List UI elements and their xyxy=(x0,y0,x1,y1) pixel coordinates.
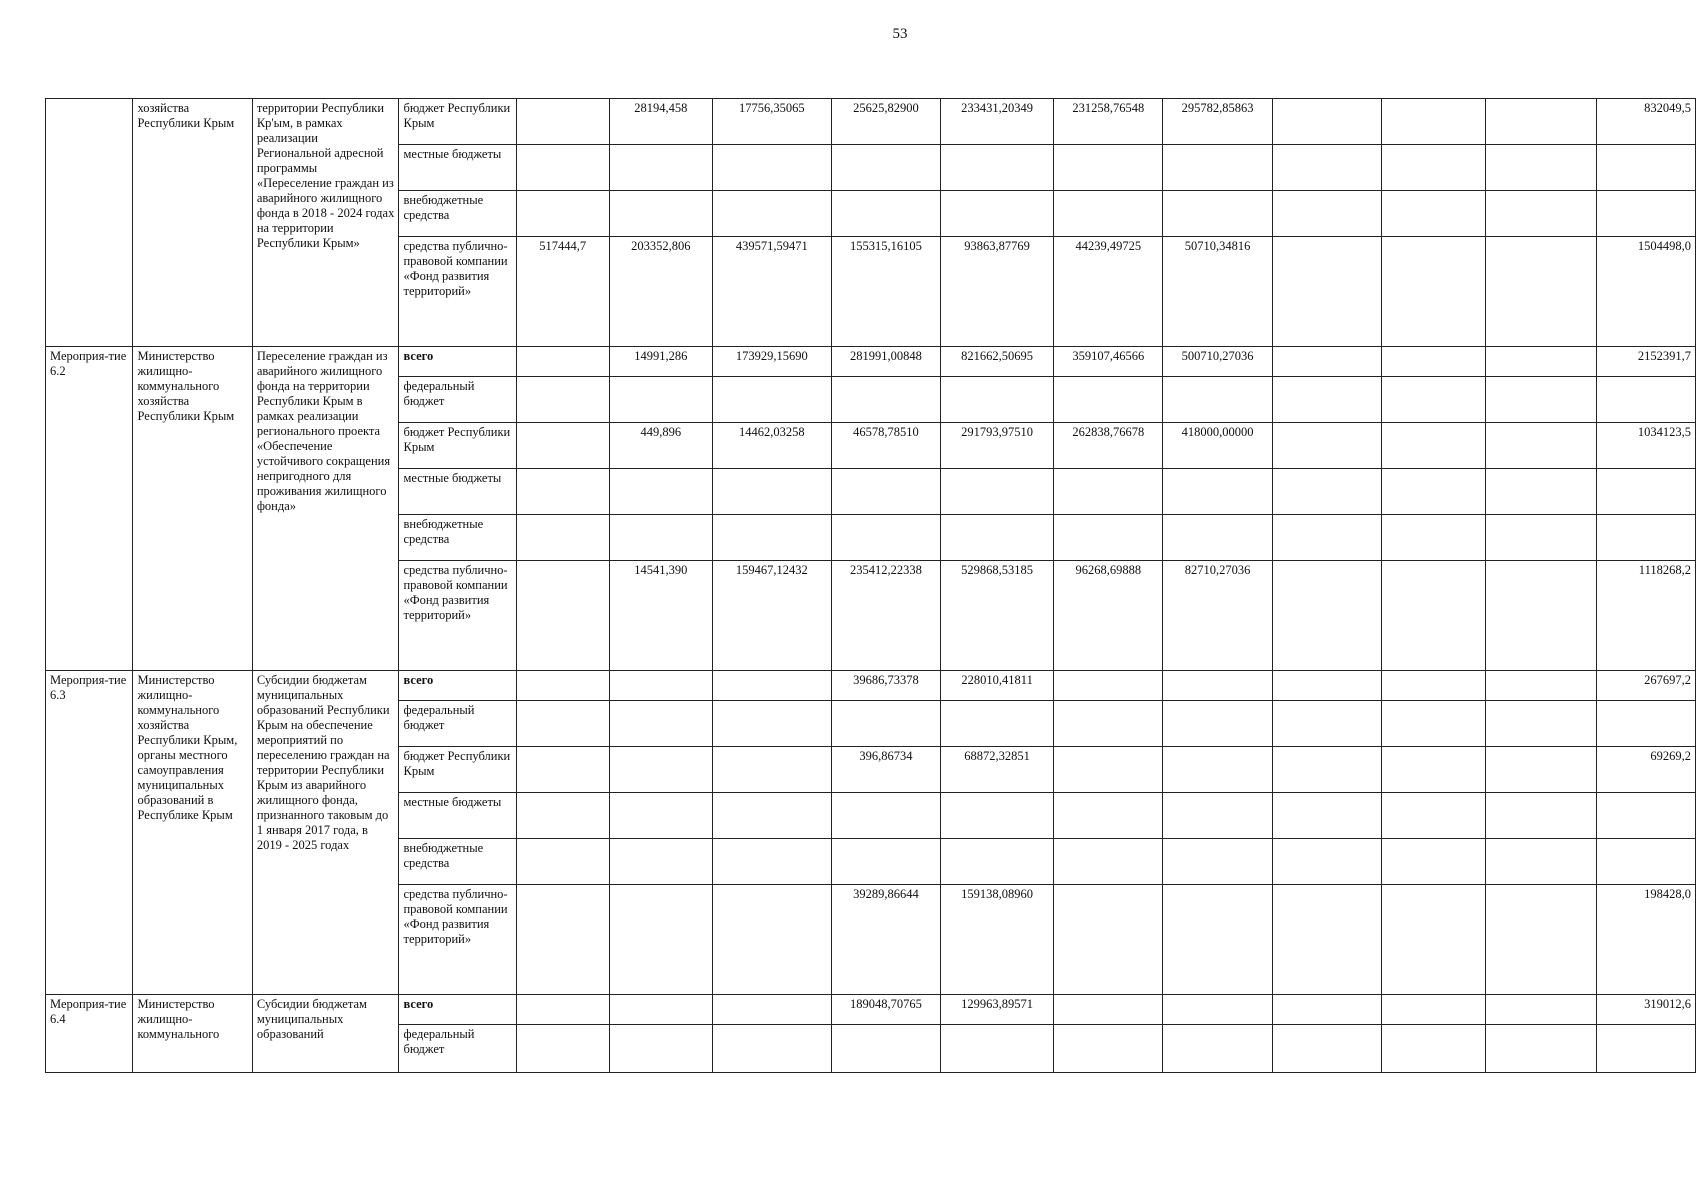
table-row xyxy=(46,995,1696,1025)
total-cell xyxy=(1596,377,1695,423)
value-cell-v2: 28194,458 xyxy=(609,99,712,145)
value-cell-v8 xyxy=(1272,469,1381,515)
value-cell-v10 xyxy=(1485,515,1596,561)
value-cell-v3 xyxy=(712,839,831,885)
funding-source-cell: внебюджетные средства xyxy=(399,191,516,237)
value-cell-v2 xyxy=(609,793,712,839)
value-cell-v9 xyxy=(1382,701,1486,747)
value-cell-v4 xyxy=(831,701,940,747)
funding-source-cell: всего xyxy=(399,995,516,1025)
value-cell-v4: 39289,86644 xyxy=(831,885,940,995)
value-cell-v6: 262838,76678 xyxy=(1054,423,1163,469)
value-cell-v10 xyxy=(1485,671,1596,701)
value-cell-v9 xyxy=(1382,839,1486,885)
value-cell-v9 xyxy=(1382,747,1486,793)
value-cell-v8 xyxy=(1272,1025,1381,1073)
value-cell-v1 xyxy=(516,561,609,671)
total-cell: 1034123,5 xyxy=(1596,423,1695,469)
value-cell-v10 xyxy=(1485,885,1596,995)
funding-source-cell: всего xyxy=(399,347,516,377)
value-cell-v7 xyxy=(1163,701,1272,747)
total-cell: 1118268,2 xyxy=(1596,561,1695,671)
funding-source-cell: всего xyxy=(399,671,516,701)
value-cell-v4 xyxy=(831,793,940,839)
value-cell-v8 xyxy=(1272,347,1381,377)
value-cell-v9 xyxy=(1382,515,1486,561)
value-cell-v2 xyxy=(609,191,712,237)
funding-source-cell: федеральный бюджет xyxy=(399,1025,516,1073)
value-cell-v9 xyxy=(1382,469,1486,515)
value-cell-v4 xyxy=(831,377,940,423)
activity-cell: Мероприя-тие 6.2 xyxy=(46,347,133,671)
value-cell-v7: 418000,00000 xyxy=(1163,423,1272,469)
value-cell-v9 xyxy=(1382,885,1486,995)
value-cell-v5 xyxy=(941,515,1054,561)
value-cell-v5: 129963,89571 xyxy=(941,995,1054,1025)
value-cell-v1 xyxy=(516,747,609,793)
value-cell-v9 xyxy=(1382,423,1486,469)
value-cell-v10 xyxy=(1485,1025,1596,1073)
value-cell-v5 xyxy=(941,793,1054,839)
value-cell-v5 xyxy=(941,701,1054,747)
value-cell-v1 xyxy=(516,99,609,145)
value-cell-v7 xyxy=(1163,515,1272,561)
value-cell-v5 xyxy=(941,191,1054,237)
value-cell-v6: 44239,49725 xyxy=(1054,237,1163,347)
value-cell-v8 xyxy=(1272,423,1381,469)
total-cell: 832049,5 xyxy=(1596,99,1695,145)
value-cell-v9 xyxy=(1382,561,1486,671)
value-cell-v7 xyxy=(1163,839,1272,885)
funding-source-cell: бюджет Республики Крым xyxy=(399,99,516,145)
value-cell-v4: 281991,00848 xyxy=(831,347,940,377)
value-cell-v7: 82710,27036 xyxy=(1163,561,1272,671)
funding-source-cell: внебюджетные средства xyxy=(399,515,516,561)
value-cell-v8 xyxy=(1272,99,1381,145)
value-cell-v6: 359107,46566 xyxy=(1054,347,1163,377)
value-cell-v8 xyxy=(1272,747,1381,793)
value-cell-v1 xyxy=(516,839,609,885)
value-cell-v9 xyxy=(1382,237,1486,347)
value-cell-v1 xyxy=(516,671,609,701)
value-cell-v4 xyxy=(831,145,940,191)
value-cell-v1 xyxy=(516,793,609,839)
value-cell-v10 xyxy=(1485,347,1596,377)
value-cell-v9 xyxy=(1382,377,1486,423)
value-cell-v9 xyxy=(1382,793,1486,839)
value-cell-v2 xyxy=(609,145,712,191)
value-cell-v5: 159138,08960 xyxy=(941,885,1054,995)
value-cell-v3 xyxy=(712,145,831,191)
total-cell xyxy=(1596,701,1695,747)
activity-cell: Мероприя-тие 6.4 xyxy=(46,995,133,1073)
value-cell-v8 xyxy=(1272,145,1381,191)
value-cell-v10 xyxy=(1485,793,1596,839)
total-cell: 319012,6 xyxy=(1596,995,1695,1025)
total-cell xyxy=(1596,839,1695,885)
table-row xyxy=(46,671,1696,701)
value-cell-v9 xyxy=(1382,99,1486,145)
value-cell-v10 xyxy=(1485,191,1596,237)
value-cell-v9 xyxy=(1382,1025,1486,1073)
value-cell-v2 xyxy=(609,995,712,1025)
value-cell-v6 xyxy=(1054,377,1163,423)
description-cell: Субсидии бюджетам муниципальных образований xyxy=(252,995,399,1073)
value-cell-v10 xyxy=(1485,701,1596,747)
value-cell-v1 xyxy=(516,191,609,237)
value-cell-v6 xyxy=(1054,995,1163,1025)
value-cell-v3 xyxy=(712,515,831,561)
value-cell-v5 xyxy=(941,469,1054,515)
total-cell xyxy=(1596,145,1695,191)
value-cell-v8 xyxy=(1272,793,1381,839)
funding-source-cell: средства публично-правовой компании «Фонд развития территорий» xyxy=(399,561,516,671)
value-cell-v5: 821662,50695 xyxy=(941,347,1054,377)
value-cell-v2 xyxy=(609,671,712,701)
value-cell-v4: 155315,16105 xyxy=(831,237,940,347)
value-cell-v8 xyxy=(1272,237,1381,347)
funding-source-cell: внебюджетные средства xyxy=(399,839,516,885)
value-cell-v9 xyxy=(1382,191,1486,237)
value-cell-v4: 39686,73378 xyxy=(831,671,940,701)
value-cell-v4: 235412,22338 xyxy=(831,561,940,671)
total-cell: 198428,0 xyxy=(1596,885,1695,995)
description-cell: Субсидии бюджетам муниципальных образований Республики Крым на обеспечение мероприятий по переселению граждан на территории Республики Крым из аварийного жилищного фонда, признанного таковым до 1 января 2017 года, в 2019 - 2025 годах xyxy=(252,671,399,995)
value-cell-v4 xyxy=(831,1025,940,1073)
value-cell-v4: 396,86734 xyxy=(831,747,940,793)
value-cell-v1 xyxy=(516,1025,609,1073)
value-cell-v1 xyxy=(516,377,609,423)
value-cell-v4: 46578,78510 xyxy=(831,423,940,469)
description-cell: Переселение граждан из аварийного жилищного фонда на территории Республики Крым в рамках реализации регионального проекта «Обеспечение устойчивого сокращения непригодного для проживания жилищного фонда» xyxy=(252,347,399,671)
value-cell-v1 xyxy=(516,145,609,191)
value-cell-v10 xyxy=(1485,747,1596,793)
table-row xyxy=(46,347,1696,377)
value-cell-v2 xyxy=(609,839,712,885)
activity-cell: Мероприя-тие 6.3 xyxy=(46,671,133,995)
value-cell-v8 xyxy=(1272,515,1381,561)
executor-cell: Министерство жилищно-коммунального xyxy=(133,995,252,1073)
value-cell-v3: 17756,35065 xyxy=(712,99,831,145)
value-cell-v8 xyxy=(1272,377,1381,423)
value-cell-v10 xyxy=(1485,99,1596,145)
value-cell-v2 xyxy=(609,469,712,515)
value-cell-v7 xyxy=(1163,671,1272,701)
value-cell-v2 xyxy=(609,747,712,793)
funding-source-cell: местные бюджеты xyxy=(399,793,516,839)
value-cell-v4: 25625,82900 xyxy=(831,99,940,145)
value-cell-v7 xyxy=(1163,1025,1272,1073)
value-cell-v10 xyxy=(1485,423,1596,469)
value-cell-v6 xyxy=(1054,191,1163,237)
activity-cell xyxy=(46,99,133,347)
value-cell-v6: 96268,69888 xyxy=(1054,561,1163,671)
value-cell-v4 xyxy=(831,191,940,237)
description-cell: территории Республики Кр'ым, в рамках реализации Региональной адресной программы «Переселение граждан из аварийного жилищного фонда в 2018 - 2024 годах на территории Республики Крым» xyxy=(252,99,399,347)
total-cell xyxy=(1596,191,1695,237)
total-cell xyxy=(1596,793,1695,839)
value-cell-v3: 14462,03258 xyxy=(712,423,831,469)
value-cell-v3: 439571,59471 xyxy=(712,237,831,347)
funding-source-cell: местные бюджеты xyxy=(399,469,516,515)
value-cell-v5: 228010,41811 xyxy=(941,671,1054,701)
value-cell-v2: 203352,806 xyxy=(609,237,712,347)
value-cell-v8 xyxy=(1272,671,1381,701)
value-cell-v7 xyxy=(1163,191,1272,237)
value-cell-v5: 93863,87769 xyxy=(941,237,1054,347)
value-cell-v1 xyxy=(516,515,609,561)
value-cell-v5: 291793,97510 xyxy=(941,423,1054,469)
total-cell xyxy=(1596,469,1695,515)
value-cell-v3: 173929,15690 xyxy=(712,347,831,377)
value-cell-v2 xyxy=(609,1025,712,1073)
value-cell-v10 xyxy=(1485,237,1596,347)
value-cell-v8 xyxy=(1272,191,1381,237)
value-cell-v4 xyxy=(831,839,940,885)
funding-source-cell: бюджет Республики Крым xyxy=(399,423,516,469)
value-cell-v7 xyxy=(1163,995,1272,1025)
value-cell-v1 xyxy=(516,885,609,995)
value-cell-v5 xyxy=(941,377,1054,423)
value-cell-v7 xyxy=(1163,469,1272,515)
value-cell-v9 xyxy=(1382,995,1486,1025)
value-cell-v3 xyxy=(712,793,831,839)
value-cell-v3 xyxy=(712,995,831,1025)
table-row xyxy=(46,99,1696,145)
value-cell-v2: 14991,286 xyxy=(609,347,712,377)
value-cell-v7 xyxy=(1163,885,1272,995)
value-cell-v9 xyxy=(1382,671,1486,701)
value-cell-v6 xyxy=(1054,839,1163,885)
value-cell-v10 xyxy=(1485,839,1596,885)
value-cell-v5: 529868,53185 xyxy=(941,561,1054,671)
funding-source-cell: бюджет Республики Крым xyxy=(399,747,516,793)
value-cell-v3 xyxy=(712,377,831,423)
value-cell-v6 xyxy=(1054,145,1163,191)
value-cell-v5: 68872,32851 xyxy=(941,747,1054,793)
value-cell-v7: 500710,27036 xyxy=(1163,347,1272,377)
value-cell-v7 xyxy=(1163,793,1272,839)
value-cell-v3 xyxy=(712,701,831,747)
value-cell-v6 xyxy=(1054,515,1163,561)
value-cell-v5 xyxy=(941,145,1054,191)
value-cell-v6 xyxy=(1054,747,1163,793)
value-cell-v3: 159467,12432 xyxy=(712,561,831,671)
value-cell-v2: 449,896 xyxy=(609,423,712,469)
value-cell-v5 xyxy=(941,839,1054,885)
value-cell-v10 xyxy=(1485,995,1596,1025)
value-cell-v7: 50710,34816 xyxy=(1163,237,1272,347)
value-cell-v2: 14541,390 xyxy=(609,561,712,671)
value-cell-v2 xyxy=(609,515,712,561)
total-cell: 69269,2 xyxy=(1596,747,1695,793)
value-cell-v4: 189048,70765 xyxy=(831,995,940,1025)
value-cell-v1 xyxy=(516,469,609,515)
funding-source-cell: местные бюджеты xyxy=(399,145,516,191)
value-cell-v8 xyxy=(1272,885,1381,995)
value-cell-v6 xyxy=(1054,885,1163,995)
executor-cell: Министерство жилищно-коммунального хозяйства Республики Крым xyxy=(133,347,252,671)
value-cell-v6 xyxy=(1054,701,1163,747)
value-cell-v10 xyxy=(1485,561,1596,671)
value-cell-v1 xyxy=(516,347,609,377)
value-cell-v3 xyxy=(712,747,831,793)
value-cell-v1 xyxy=(516,995,609,1025)
value-cell-v10 xyxy=(1485,145,1596,191)
value-cell-v1: 517444,7 xyxy=(516,237,609,347)
value-cell-v2 xyxy=(609,377,712,423)
total-cell: 1504498,0 xyxy=(1596,237,1695,347)
value-cell-v3 xyxy=(712,885,831,995)
value-cell-v5 xyxy=(941,1025,1054,1073)
value-cell-v6 xyxy=(1054,793,1163,839)
value-cell-v2 xyxy=(609,701,712,747)
value-cell-v8 xyxy=(1272,561,1381,671)
value-cell-v4 xyxy=(831,515,940,561)
value-cell-v3 xyxy=(712,671,831,701)
value-cell-v7 xyxy=(1163,145,1272,191)
value-cell-v10 xyxy=(1485,469,1596,515)
value-cell-v10 xyxy=(1485,377,1596,423)
value-cell-v9 xyxy=(1382,145,1486,191)
value-cell-v8 xyxy=(1272,995,1381,1025)
value-cell-v6 xyxy=(1054,1025,1163,1073)
value-cell-v8 xyxy=(1272,701,1381,747)
total-cell: 267697,2 xyxy=(1596,671,1695,701)
total-cell xyxy=(1596,515,1695,561)
value-cell-v1 xyxy=(516,701,609,747)
funding-source-cell: средства публично-правовой компании «Фонд развития территорий» xyxy=(399,885,516,995)
executor-cell: Министерство жилищно-коммунального хозяйства Республики Крым, органы местного самоуправления муниципальных образований в Республике Крым xyxy=(133,671,252,995)
value-cell-v7 xyxy=(1163,747,1272,793)
total-cell: 2152391,7 xyxy=(1596,347,1695,377)
value-cell-v7: 295782,85863 xyxy=(1163,99,1272,145)
value-cell-v6 xyxy=(1054,469,1163,515)
page-number: 53 xyxy=(892,26,908,42)
value-cell-v3 xyxy=(712,191,831,237)
value-cell-v1 xyxy=(516,423,609,469)
value-cell-v6 xyxy=(1054,671,1163,701)
budget-table xyxy=(45,98,1696,1073)
value-cell-v8 xyxy=(1272,839,1381,885)
value-cell-v3 xyxy=(712,1025,831,1073)
value-cell-v9 xyxy=(1382,347,1486,377)
executor-cell: хозяйства Республики Крым xyxy=(133,99,252,347)
value-cell-v3 xyxy=(712,469,831,515)
funding-source-cell: средства публично-правовой компании «Фонд развития территорий» xyxy=(399,237,516,347)
total-cell xyxy=(1596,1025,1695,1073)
value-cell-v6: 231258,76548 xyxy=(1054,99,1163,145)
value-cell-v7 xyxy=(1163,377,1272,423)
value-cell-v4 xyxy=(831,469,940,515)
funding-source-cell: федеральный бюджет xyxy=(399,701,516,747)
value-cell-v2 xyxy=(609,885,712,995)
value-cell-v5: 233431,20349 xyxy=(941,99,1054,145)
funding-source-cell: федеральный бюджет xyxy=(399,377,516,423)
